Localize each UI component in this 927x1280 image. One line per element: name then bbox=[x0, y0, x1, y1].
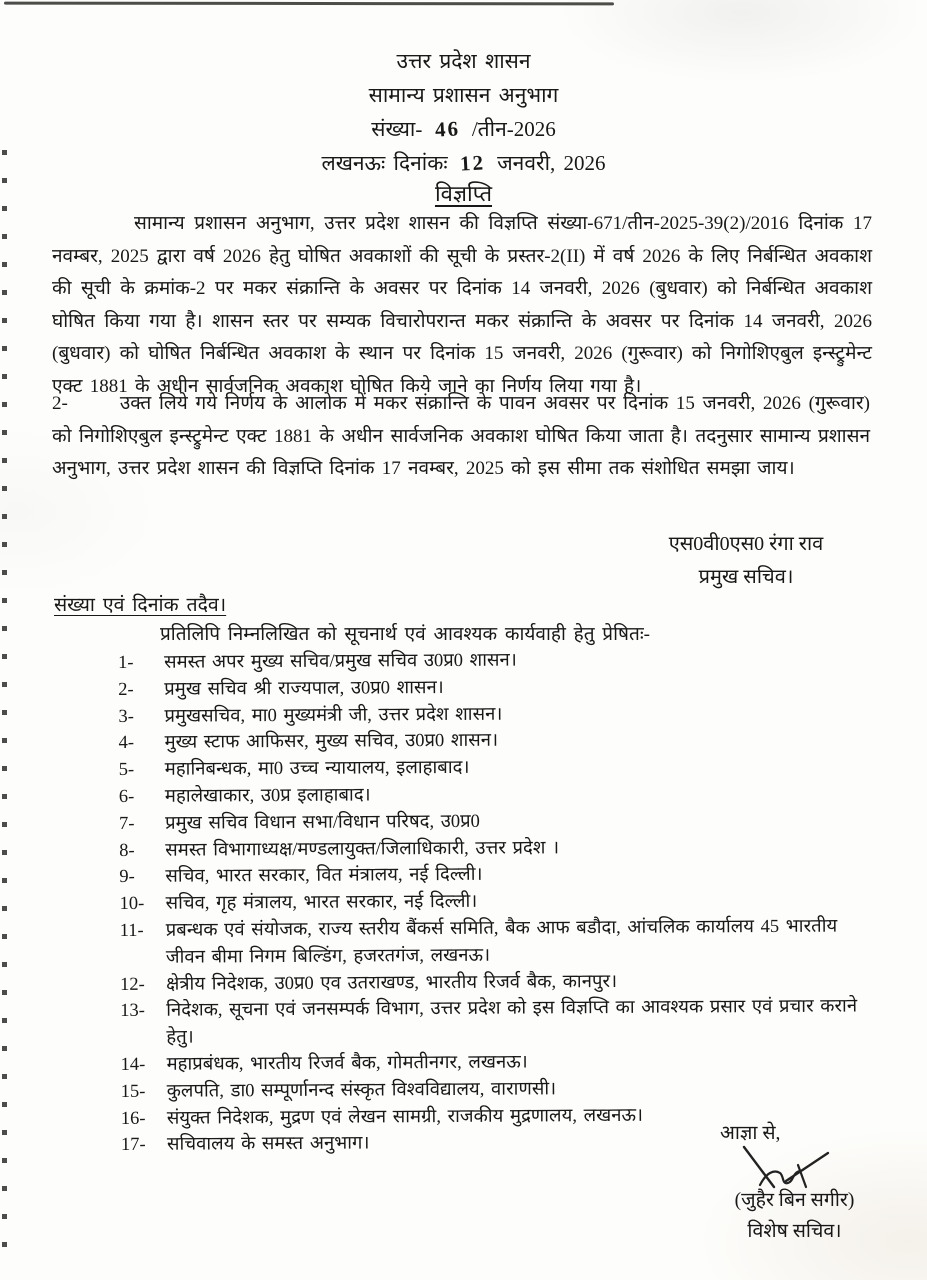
letter-number-line bbox=[0, 112, 927, 146]
place-date-line bbox=[0, 146, 927, 180]
distribution-item bbox=[120, 913, 871, 971]
distribution-list bbox=[118, 645, 872, 1159]
distribution-item-number: 1- bbox=[118, 652, 134, 673]
distribution-item-text: क्षेत्रीय निदेशक, उ0प्र0 एव उतराखण्ड, भारतीय रिजर्व बैक, कानपुर। bbox=[165, 971, 618, 995]
distribution-item-number: 14- bbox=[120, 1054, 146, 1075]
distribution-item-text: मुख्य स्टाफ आफिसर, मुख्य सचिव, उ0प्र0 शासन। bbox=[164, 731, 499, 754]
distribution-item-number: 10- bbox=[119, 894, 145, 915]
distribution-item-number: 15- bbox=[120, 1081, 146, 1102]
distribution-item-text: प्रबन्धक एवं संयोजक, राज्य स्तरीय बैंकर्स समिति, बैक आफ बडौदा, आंचलिक कार्यालय 45 भारतीय जीवन बीमा निगम बिल्डिंग, हजरतगंज, लखनऊ। bbox=[165, 916, 838, 968]
secondary-signatory-block bbox=[682, 1118, 907, 1247]
distribution-item bbox=[120, 994, 871, 1052]
distribution-item-text: समस्त विभागाध्यक्ष/मण्डलायुक्त/जिलाधिकारी, उत्तर प्रदेश । bbox=[165, 837, 560, 861]
distribution-item-text: सचिव, भारत सरकार, वित मंत्रालय, नई दिल्ली। bbox=[165, 865, 483, 888]
distribution-item-number: 2- bbox=[118, 679, 134, 700]
primary-signatory-designation: प्रमुख सचिव। bbox=[698, 566, 794, 588]
org-name: उत्तर प्रदेश शासन bbox=[396, 49, 531, 73]
handwritten-date: 12 bbox=[459, 150, 486, 176]
paragraph-1: सामान्य प्रशासन अनुभाग, उत्तर प्रदेश शासन की विज्ञप्ति संख्या-671/तीन-2025-39(2)/2016 दिनांक 17 नवम्बर, 2025 द्वारा वर्ष 2026 हेतु घोषित अवकाशों की सूची के प्रस्तर-2(II) में वर्ष 2026 के लिए निर्बन्धित अवकाश की सूची के क्रमांक-2 पर मकर संक्रान्ति के अवसर पर दिनांक 14 जनवरी, 2026 (बुधवार) को निर्बन्धित अवकाश घोषित किया गया है। शासन स्तर पर सम्यक विचारोपरान्त मकर संक्रान्ति के अवसर पर दिनांक 14 जनवरी, 2026 (बुधवार) को घोषित निर्बन्धित अवकाश के स्थान पर दिनांक 15 जनवरी, 2026 (गुरूवार) को निगोशिएबुल इन्स्ट्रुमेन्ट एक्ट 1881 के अधीन सार्वजनिक अवकाश घोषित किये जाने का निर्णय लिया गया है। bbox=[52, 213, 872, 397]
copy-forwarded-line: प्रतिलिपि निम्नलिखित को सूचनार्थ एवं आवश्यक कार्यवाही हेतु प्रेषितः- bbox=[160, 624, 651, 645]
secondary-signatory-designation: विशेष सचिव। bbox=[747, 1221, 842, 1242]
distribution-item-text: महाप्रबंधक, भारतीय रिजर्व बैक, गोमतीनगर, लखनऊ। bbox=[166, 1052, 528, 1075]
distribution-item-number: 11- bbox=[119, 920, 144, 941]
distribution-item-number: 7- bbox=[119, 813, 135, 834]
distribution-item-text: निदेशक, सूचना एवं जनसम्पर्क विभाग, उत्तर प्रदेश को इस विज्ञप्ति का आवश्यक प्रसार एवं प्रचार कराने हेतु। bbox=[166, 996, 858, 1048]
distribution-item-number: 12- bbox=[119, 974, 145, 995]
place-date-suffix: जनवरी, 2026 bbox=[497, 151, 606, 175]
by-order-text: आज्ञा से, bbox=[720, 1123, 781, 1144]
distribution-item-text: कुलपति, डा0 सम्पूर्णानन्द संस्कृत विश्वविद्यालय, वाराणसी। bbox=[166, 1079, 557, 1102]
paragraph-2-number: 2- bbox=[52, 393, 68, 414]
primary-signatory-block bbox=[606, 528, 886, 594]
reference-heading: संख्या एवं दिनांक तदैव। bbox=[54, 595, 227, 616]
distribution-item-number: 4- bbox=[118, 733, 135, 754]
notice-title: विज्ञप्ति bbox=[434, 181, 493, 206]
distribution-item-text: प्रमुख सचिव विधान सभा/विधान परिषद, उ0प्र0 bbox=[164, 811, 480, 834]
distribution-item-text: सचिव, गृह मंत्रालय, भारत सरकार, नई दिल्ली। bbox=[165, 891, 478, 914]
handwritten-letter-number: 46 bbox=[433, 116, 461, 142]
place-date-prefix: लखनऊः दिनांकः bbox=[321, 151, 448, 175]
distribution-item-text: महालेखाकार, उ0प्र इलाहाबाद। bbox=[164, 785, 371, 807]
primary-signatory-name: एस0वी0एस0 रंगा राव bbox=[668, 533, 824, 555]
scan-top-edge-line bbox=[4, 2, 614, 6]
distribution-item-number: 3- bbox=[118, 706, 134, 727]
secondary-signatory-name: (जुहैर बिन सगीर) bbox=[734, 1190, 855, 1211]
distribution-item-number: 6- bbox=[118, 786, 135, 807]
distribution-item-number: 5- bbox=[118, 760, 135, 781]
distribution-item-text: प्रमुखसचिव, मा0 मुख्यमंत्री जी, उत्तर प्रदेश शासन। bbox=[164, 704, 503, 727]
dept-name: सामान्य प्रशासन अनुभाग bbox=[368, 83, 559, 107]
distribution-item-text: संयुक्त निदेशक, मुद्रण एवं लेखन सामग्री, राजकीय मुद्रणालय, लखनऊ। bbox=[166, 1105, 644, 1129]
letter-number-prefix: संख्या- bbox=[371, 117, 423, 141]
distribution-item-number: 8- bbox=[119, 840, 135, 861]
paragraph-2 bbox=[52, 388, 870, 486]
distribution-item-number: 17- bbox=[120, 1135, 146, 1156]
letter-number-suffix: /तीन-2026 bbox=[471, 117, 556, 141]
distribution-item-text: प्रमुख सचिव श्री राज्यपाल, उ0प्र0 शासन। bbox=[164, 677, 444, 700]
letter-header bbox=[0, 44, 927, 180]
distribution-item-text: समस्त अपर मुख्य सचिव/प्रमुख सचिव उ0प्र0 शासन। bbox=[164, 650, 517, 673]
distribution-item-number: 16- bbox=[120, 1108, 146, 1129]
distribution-item-text: महानिबन्धक, मा0 उच्च न्यायालय, इलाहाबाद। bbox=[164, 758, 470, 780]
left-perforation-marks bbox=[2, 150, 7, 1265]
distribution-item-number: 9- bbox=[119, 867, 135, 888]
paragraph-2-text: उक्त लिये गये निर्णय के आलोक में मकर संक्रान्ति के पावन अवसर पर दिनांक 15 जनवरी, 2026 (गुरूवार) को निगोशिएबुल इन्स्ट्रुमेन्ट एक्ट 1881 के अधीन सार्वजनिक अवकाश घोषित किया जाता है। तदनुसार सामान्य प्रशासन अनुभाग, उत्तर प्रदेश शासन की विज्ञप्ति दिनांक 17 नवम्बर, 2025 को इस सीमा तक संशोधित समझा जाय। bbox=[52, 393, 870, 479]
distribution-item-text: सचिवालय के समस्त अनुभाग। bbox=[166, 1133, 370, 1156]
distribution-item-number: 13- bbox=[120, 1001, 145, 1022]
